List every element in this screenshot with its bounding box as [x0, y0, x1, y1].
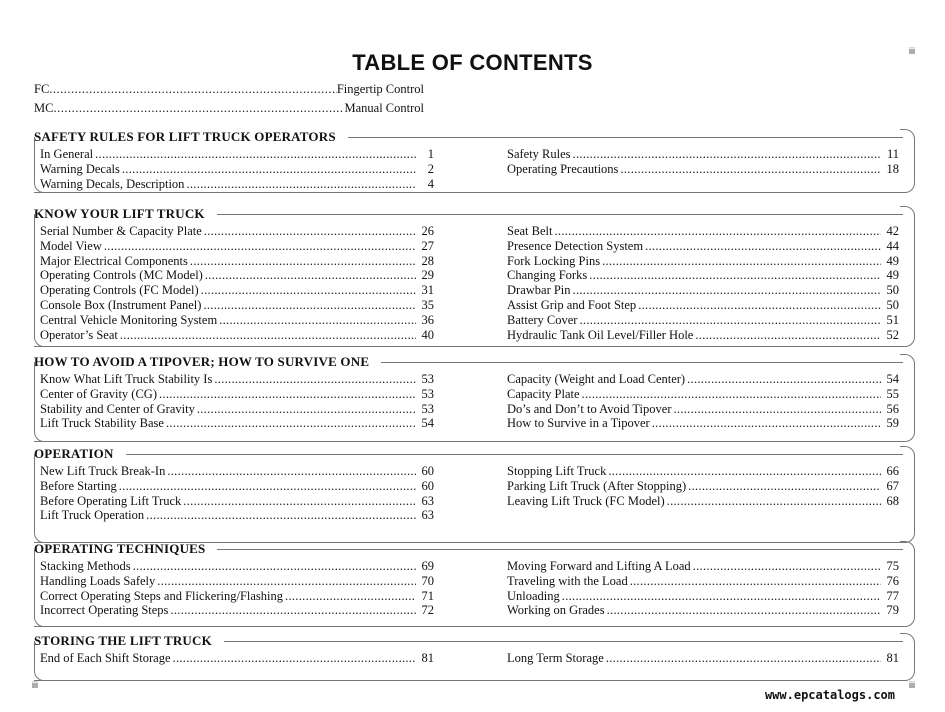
- dot-leader: [606, 651, 881, 666]
- toc-entry[interactable]: [507, 313, 899, 328]
- toc-entry-page: 50: [886, 297, 899, 312]
- toc-entry-title: Capacity Plate: [507, 386, 580, 401]
- toc-entry-page: 1: [427, 147, 434, 161]
- toc-entry-title: Serial Number & Capacity Plate: [40, 224, 202, 238]
- toc-entry-title: Before Operating Lift Truck: [40, 493, 182, 508]
- toc-entry[interactable]: [507, 283, 899, 298]
- toc-entry-title: Lift Truck Operation: [40, 508, 145, 523]
- toc-entry[interactable]: [40, 372, 434, 387]
- toc-entry[interactable]: [40, 589, 434, 604]
- toc-entry-page: 40: [421, 327, 434, 342]
- dot-leader: [104, 239, 416, 254]
- toc-entry-title: Working on Grades: [507, 603, 605, 618]
- dot-leader: [620, 162, 881, 177]
- dot-leader: [122, 162, 416, 177]
- section-title: OPERATING TECHNIQUES: [34, 541, 206, 556]
- toc-section: [34, 354, 915, 443]
- toc-entry-page: 79: [886, 603, 899, 618]
- toc-entry[interactable]: [40, 268, 434, 283]
- toc-entry[interactable]: [40, 508, 434, 523]
- toc-column-left: [40, 559, 434, 618]
- toc-entry-page: 54: [421, 416, 434, 431]
- dot-leader: [203, 298, 416, 313]
- toc-entry[interactable]: [40, 494, 434, 509]
- toc-entry-title: Safety Rules: [507, 147, 571, 161]
- toc-entry[interactable]: [507, 589, 899, 604]
- toc-entry-title: Operating Precautions: [507, 161, 619, 176]
- toc-entry-title: How to Survive in a Tipover: [507, 416, 650, 431]
- dot-leader: [630, 574, 881, 589]
- toc-entry-page: 52: [886, 327, 899, 342]
- toc-entry[interactable]: [507, 239, 899, 254]
- toc-entry-page: 49: [886, 253, 899, 268]
- abbreviation-meaning: Manual Control: [344, 101, 424, 115]
- toc-entry-title: Changing Forks: [507, 268, 588, 283]
- toc-entry-title: Know What Lift Truck Stability Is: [40, 372, 213, 386]
- toc-entry[interactable]: [40, 559, 434, 574]
- toc-entry-title: Long Term Storage: [507, 651, 604, 665]
- dot-leader: [214, 372, 416, 387]
- toc-entry-title: Presence Detection System: [507, 238, 644, 253]
- toc-entry[interactable]: [40, 283, 434, 298]
- toc-entry[interactable]: [507, 479, 899, 494]
- dot-leader: [119, 479, 416, 494]
- dot-leader: [608, 464, 881, 479]
- toc-entry-page: 29: [421, 268, 434, 283]
- toc-entry-title: Operating Controls (MC Model): [40, 268, 203, 283]
- toc-entry[interactable]: [40, 177, 434, 192]
- toc-entry-page: 42: [886, 224, 899, 238]
- toc-entry-page: 35: [421, 297, 434, 312]
- toc-entry-page: 11: [886, 147, 899, 161]
- toc-entry-title: Operating Controls (FC Model): [40, 283, 199, 298]
- dot-leader: [573, 283, 881, 298]
- toc-column-right: [507, 224, 899, 342]
- dot-leader: [687, 372, 881, 387]
- toc-entry[interactable]: [40, 328, 434, 343]
- toc-entry-page: 51: [886, 312, 899, 327]
- section-title: OPERATION: [34, 446, 114, 461]
- toc-entry-title: Do’s and Don’t to Avoid Tipover: [507, 401, 672, 416]
- toc-entry-page: 53: [421, 401, 434, 416]
- toc-entry-title: Operator’s Seat: [40, 327, 118, 342]
- dot-leader: [688, 479, 881, 494]
- toc-entry[interactable]: [40, 298, 434, 313]
- dot-leader: [166, 416, 416, 431]
- dot-leader: [554, 224, 881, 239]
- dot-leader: [645, 239, 881, 254]
- toc-entry-title: New Lift Truck Break-In: [40, 464, 166, 478]
- dot-leader: [652, 416, 881, 431]
- dot-leader: [183, 494, 416, 509]
- toc-entry-title: Battery Cover: [507, 312, 578, 327]
- dot-leader: [95, 147, 416, 162]
- toc-column-left: [40, 372, 434, 431]
- toc-entry-title: Drawbar Pin: [507, 283, 571, 298]
- dot-leader: [582, 387, 881, 402]
- toc-entry[interactable]: [507, 464, 899, 479]
- toc-entry[interactable]: [507, 387, 899, 402]
- toc-entry-page: 68: [886, 493, 899, 508]
- page-number-bottom-left: iii: [32, 680, 38, 690]
- toc-column-right: [507, 651, 899, 666]
- toc-section: [34, 633, 915, 682]
- dot-leader: [204, 224, 416, 239]
- toc-entry[interactable]: [507, 254, 899, 269]
- toc-entry[interactable]: [507, 574, 899, 589]
- dot-leader: [602, 254, 881, 269]
- toc-entry-title: Hydraulic Tank Oil Level/Filler Hole: [507, 327, 694, 342]
- toc-column-left: [40, 651, 434, 666]
- abbreviation-code: MC: [34, 101, 54, 115]
- toc-entry-page: 76: [886, 573, 899, 588]
- toc-entry-page: 55: [886, 386, 899, 401]
- toc-entry[interactable]: [40, 574, 434, 589]
- toc-entry[interactable]: [507, 402, 899, 417]
- toc-entry[interactable]: [40, 313, 434, 328]
- toc-entry-title: End of Each Shift Storage: [40, 651, 171, 665]
- toc-section: [34, 206, 915, 348]
- toc-entry-page: 60: [421, 464, 434, 478]
- toc-entry-page: 53: [421, 386, 434, 401]
- abbreviation-code: FC: [34, 82, 50, 96]
- toc-entry-title: Stacking Methods: [40, 559, 131, 573]
- toc-entry[interactable]: [507, 328, 899, 343]
- toc-entry-title: Stopping Lift Truck: [507, 464, 607, 478]
- toc-column-left: [40, 464, 434, 523]
- toc-entry-page: 49: [886, 268, 899, 283]
- toc-entry-title: Moving Forward and Lifting A Load: [507, 559, 691, 573]
- dot-leader: [285, 589, 416, 604]
- dot-leader: [638, 298, 881, 313]
- toc-entry[interactable]: [40, 416, 434, 431]
- section-title: HOW TO AVOID A TIPOVER; HOW TO SURVIVE ONE: [34, 354, 370, 369]
- toc-entry-page: 60: [421, 478, 434, 493]
- toc-entry-page: 44: [886, 238, 899, 253]
- dot-leader: [573, 147, 881, 162]
- dot-leader: [167, 464, 416, 479]
- dot-leader: [673, 402, 881, 417]
- toc-section: [34, 129, 915, 194]
- toc-entry[interactable]: [507, 224, 899, 239]
- toc-entry-page: 31: [421, 283, 434, 298]
- toc-entry[interactable]: [40, 464, 434, 479]
- toc-entry-page: 75: [886, 559, 899, 573]
- toc-entry-title: Handling Loads Safely: [40, 573, 156, 588]
- toc-entry-page: 63: [421, 493, 434, 508]
- toc-entry-page: 50: [886, 283, 899, 298]
- toc-entry-title: Seat Belt: [507, 224, 553, 238]
- toc-entry-page: 72: [421, 603, 434, 618]
- toc-entry-page: 71: [421, 588, 434, 603]
- toc-entry[interactable]: [507, 147, 899, 162]
- dot-leader: [579, 313, 881, 328]
- toc-entry[interactable]: [40, 603, 434, 618]
- dot-leader: [667, 494, 881, 509]
- toc-entry[interactable]: [507, 416, 899, 431]
- toc-entry-page: 27: [421, 238, 434, 253]
- toc-entry-title: Leaving Lift Truck (FC Model): [507, 493, 665, 508]
- toc-entry-title: Incorrect Operating Steps: [40, 603, 169, 618]
- toc-entry[interactable]: [507, 298, 899, 313]
- toc-entry-title: Console Box (Instrument Panel): [40, 297, 202, 312]
- toc-entry-page: 67: [886, 478, 899, 493]
- toc-entry-page: 81: [421, 651, 434, 665]
- toc-entry-page: 4: [427, 176, 434, 191]
- page-number-top-right: iii: [909, 46, 915, 56]
- toc-entry-title: Warning Decals: [40, 161, 120, 176]
- dot-leader: [170, 603, 416, 618]
- abbreviation-mc: [34, 101, 424, 116]
- dot-leader: [607, 603, 881, 618]
- toc-entry-page: 36: [421, 312, 434, 327]
- dot-leader: [173, 651, 416, 666]
- dot-leader: [120, 328, 416, 343]
- toc-entry-page: 53: [421, 372, 434, 386]
- toc-entry-page: 59: [886, 416, 899, 431]
- toc-entry-title: Stability and Center of Gravity: [40, 401, 195, 416]
- dot-leader: [49, 82, 337, 97]
- toc-column-right: [507, 464, 899, 508]
- toc-entry-title: In General: [40, 147, 94, 161]
- toc-entry-title: Major Electrical Components: [40, 253, 188, 268]
- dot-leader: [197, 402, 416, 417]
- toc-entry-page: 70: [421, 573, 434, 588]
- toc-entry[interactable]: [40, 147, 434, 162]
- toc-entry[interactable]: [40, 162, 434, 177]
- dot-leader: [589, 268, 881, 283]
- toc-entry-page: 69: [421, 559, 434, 573]
- section-title: SAFETY RULES FOR LIFT TRUCK OPERATORS: [34, 129, 336, 144]
- toc-entry-title: Parking Lift Truck (After Stopping): [507, 478, 687, 493]
- dot-leader: [53, 101, 344, 116]
- abbreviation-meaning: Fingertip Control: [336, 82, 424, 96]
- toc-entry-page: 63: [421, 508, 434, 523]
- toc-entry-title: Central Vehicle Monitoring System: [40, 312, 218, 327]
- dot-leader: [159, 387, 416, 402]
- toc-entry-page: 56: [886, 401, 899, 416]
- toc-entry-title: Capacity (Weight and Load Center): [507, 372, 686, 386]
- toc-entry[interactable]: [40, 479, 434, 494]
- toc-column-left: [40, 147, 434, 191]
- toc-entry-title: Correct Operating Steps and Flickering/Flashing: [40, 588, 284, 603]
- toc-entry-page: 77: [886, 588, 899, 603]
- toc-entry-title: Warning Decals, Description: [40, 176, 185, 191]
- dot-leader: [693, 559, 881, 574]
- toc-entry[interactable]: [40, 239, 434, 254]
- page-number-bottom-right: iii: [909, 680, 915, 690]
- toc-entry-page: 81: [886, 651, 899, 665]
- toc-entry-page: 66: [886, 464, 899, 478]
- section-title: KNOW YOUR LIFT TRUCK: [34, 206, 205, 221]
- toc-entry-title: Lift Truck Stability Base: [40, 416, 164, 431]
- dot-leader: [695, 328, 881, 343]
- toc-entry[interactable]: [507, 559, 899, 574]
- toc-entry[interactable]: [507, 268, 899, 283]
- abbreviation-fc: [34, 82, 424, 97]
- page-title: TABLE OF CONTENTS: [352, 50, 593, 75]
- toc-column-right: [507, 372, 899, 431]
- toc-entry-page: 18: [886, 161, 899, 176]
- toc-entry-page: 2: [427, 161, 434, 176]
- toc-entry[interactable]: [40, 651, 434, 666]
- dot-leader: [133, 559, 416, 574]
- dot-leader: [201, 283, 416, 298]
- toc-section: [34, 541, 915, 628]
- toc-entry[interactable]: [40, 224, 434, 239]
- toc-entry-title: Model View: [40, 238, 102, 253]
- toc-entry[interactable]: [40, 402, 434, 417]
- section-title: STORING THE LIFT TRUCK: [34, 633, 212, 648]
- toc-section: [34, 446, 915, 544]
- toc-entry-title: Fork Locking Pins: [507, 253, 601, 268]
- toc-entry-page: 26: [421, 224, 434, 238]
- dot-leader: [562, 589, 881, 604]
- toc-entry-title: Unloading: [507, 588, 560, 603]
- toc-entry[interactable]: [40, 254, 434, 269]
- watermark: www.epcatalogs.com: [764, 688, 895, 702]
- dot-leader: [190, 254, 416, 269]
- toc-entry[interactable]: [507, 372, 899, 387]
- dot-leader: [157, 574, 416, 589]
- toc-entry-title: Before Starting: [40, 478, 117, 493]
- toc-entry[interactable]: [507, 162, 899, 177]
- toc-entry-page: 28: [421, 253, 434, 268]
- toc-entry-title: Traveling with the Load: [507, 573, 628, 588]
- dot-leader: [186, 177, 416, 192]
- toc-column-left: [40, 224, 434, 342]
- toc-entry-title: Assist Grip and Foot Step: [507, 297, 637, 312]
- toc-entry[interactable]: [507, 603, 899, 618]
- toc-entry-page: 54: [886, 372, 899, 386]
- toc-entry[interactable]: [40, 387, 434, 402]
- toc-column-right: [507, 147, 899, 177]
- toc-entry-title: Center of Gravity (CG): [40, 386, 157, 401]
- dot-leader: [205, 268, 416, 283]
- toc-entry[interactable]: [507, 651, 899, 666]
- toc-column-right: [507, 559, 899, 618]
- toc-entry[interactable]: [507, 494, 899, 509]
- dot-leader: [219, 313, 416, 328]
- dot-leader: [146, 508, 416, 523]
